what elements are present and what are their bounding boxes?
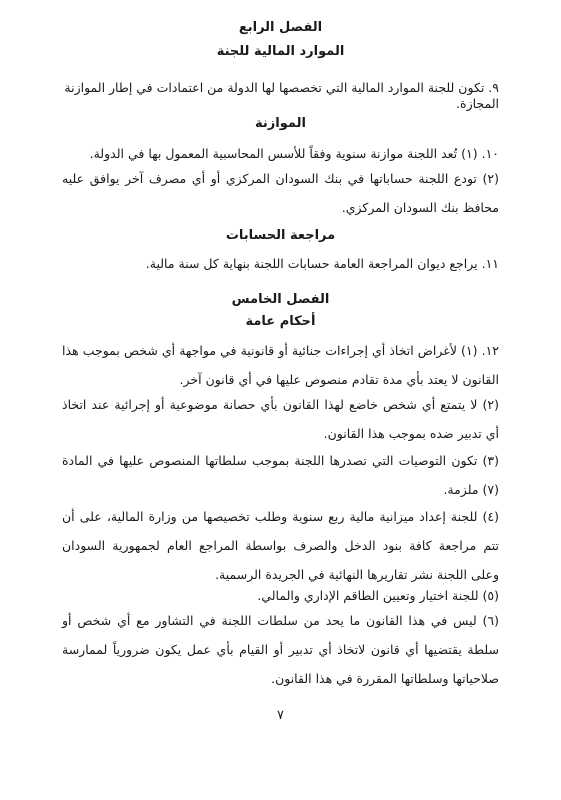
article-12-1: ١٢. (١) لأغراض اتخاذ أي إجراءات جنائية أو قانونية في مواجهة أي شخص بموجب هذا القانون لا يعتد بأي مدة تقادم منصوص عليها في أي قانون آخر.	[62, 343, 500, 387]
budget-heading: الموازنة	[255, 116, 306, 131]
article-9: ٩. تكون للجنة الموارد المالية التي تخصصها لها الدولة من اعتمادات في إطار الموازنة المجازة.	[64, 80, 499, 111]
article-10-1: ١٠. (١) تُعد اللجنة موازنة سنوية وفقاً للأسس المحاسبية المعمول بها في الدولة.	[89, 146, 499, 161]
audit-heading: مراجعة الحسابات	[225, 228, 336, 243]
page-number: ٧	[277, 708, 284, 723]
chapter-four-title: الفصل الرابع	[238, 20, 323, 35]
article-10-2: (٢) تودع اللجنة حساباتها في بنك السودان المركزي أو أي مصرف آخر يوافق عليه محافظ بنك السودان المركزي.	[62, 171, 499, 215]
chapter-four-subtitle: الموارد المالية للجنة	[216, 44, 345, 59]
article-12-5: (٥) للجنة اختيار وتعيين الطاقم الإداري والمالي.	[257, 588, 499, 603]
article-12-3: (٣) تكون التوصيات التي تصدرها اللجنة بموجب سلطاتها المنصوص عليها في المادة (٧) ملزمة.	[62, 453, 499, 497]
article-11: ١١. يراجع ديوان المراجعة العامة حسابات اللجنة بنهاية كل سنة مالية.	[145, 256, 499, 271]
article-12-2: (٢) لا يتمتع أي شخص خاضع لهذا القانون بأي حصانة موضوعية أو إجرائية عند اتخاذ أي تدبير ضده بموجب هذا القانون.	[62, 397, 499, 441]
chapter-five-subtitle: أحكام عامة	[245, 314, 316, 329]
article-12-6: (٦) ليس في هذا القانون ما يحد من سلطات اللجنة في التشاور مع أي شخص أو سلطة يقتضيها أي قانون لاتخاذ أي تدبير أو القيام بأي عمل يكون ضرورياً لممارسة صلاحياتها وسلطاتها المقررة في هذا القانون.	[62, 613, 499, 686]
article-12-4: (٤) للجنة إعداد ميزانية مالية ربع سنوية وطلب تخصيصها من وزارة المالية، على أن تتم مراجعة كافة بنود الدخل والصرف بواسطة المراجع العام لجمهورية السودان وعلى اللجنة نشر تقاريرها النهائية في الجريدة الرسمية.	[62, 509, 499, 582]
chapter-five-title: الفصل الخامس	[231, 292, 330, 307]
